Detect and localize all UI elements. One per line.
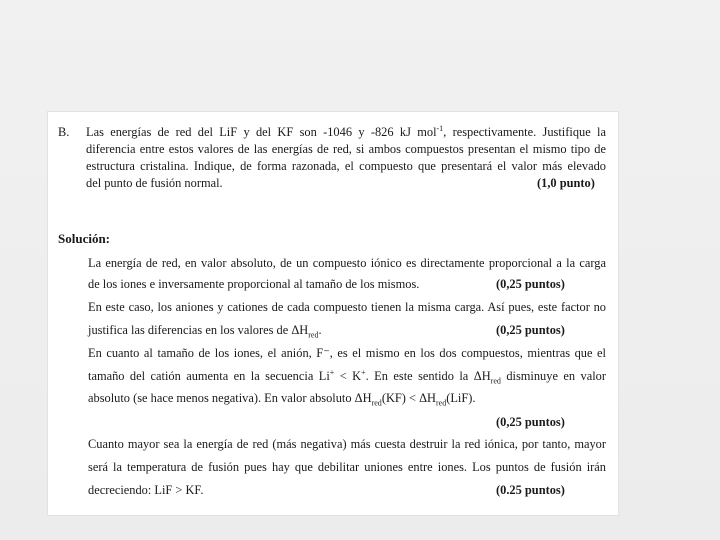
question-line-3: estructura cristalina. Indique, de forma razonada, el compuesto que presentará el valor más elevado xyxy=(86,159,606,173)
solution-heading: Solución: xyxy=(58,231,111,246)
solution-p2-line-2: justifica las diferencias en los valores de $\Delta H_{red}$. xyxy=(88,323,322,340)
solution-p3-line-2: tamaño del catión aumenta en la secuencia Li+ < K+. En este sentido la $\Delta H_{red}$ disminuye en valor xyxy=(88,367,606,386)
solution-p4-points: (0.25 puntos) xyxy=(496,483,565,497)
solution-p4-line-2: será la temperatura de fusión pues hay que debilitar uniones entre iones. Los puntos de fusión irán xyxy=(88,460,606,474)
solution-p1-line-2: de los iones e inversamente proporcional al tamaño de los mismos. xyxy=(88,277,420,291)
question-line-2: diferencia entre estos valores de las energías de red, si ambos compuestos presentan el mismo tipo de xyxy=(86,142,606,156)
question-line-1: Las energías de red del LiF y del KF son -1046 y -826 kJ mol$^{-1}$, respectivamente. Justifique la xyxy=(86,123,606,139)
document-page xyxy=(48,112,618,515)
solution-p2-line-1: En este caso, los aniones y cationes de cada compuesto tienen la misma carga. Así pues, este factor no xyxy=(88,300,606,314)
question-line-4: del punto de fusión normal. xyxy=(86,176,223,190)
solution-p3-points: (0,25 puntos) xyxy=(496,415,565,429)
solution-p1-points: (0,25 puntos) xyxy=(496,277,565,291)
solution-p1-line-1: La energía de red, en valor absoluto, de un compuesto iónico es directamente proporcional a la carga xyxy=(88,256,606,270)
solution-p2-points: (0,25 puntos) xyxy=(496,323,565,337)
solution-p4-line-1: Cuanto mayor sea la energía de red (más negativa) más cuesta destruir la red iónica, por tanto, mayor xyxy=(88,437,606,451)
question-letter: B. xyxy=(58,125,70,139)
solution-p3-line-1: En cuanto al tamaño de los iones, el anión, F⁻, es el mismo en los dos compuestos, mientras que el xyxy=(88,346,606,360)
solution-p4-line-3: decreciendo: LiF > KF. xyxy=(88,483,204,497)
solution-p3-line-3: absoluto (se hace menos negativa). En valor absoluto $\Delta H_{red}(KF) < \Delta H_{red}(LiF)$. xyxy=(88,391,476,408)
question-points: (1,0 punto) xyxy=(537,176,595,190)
